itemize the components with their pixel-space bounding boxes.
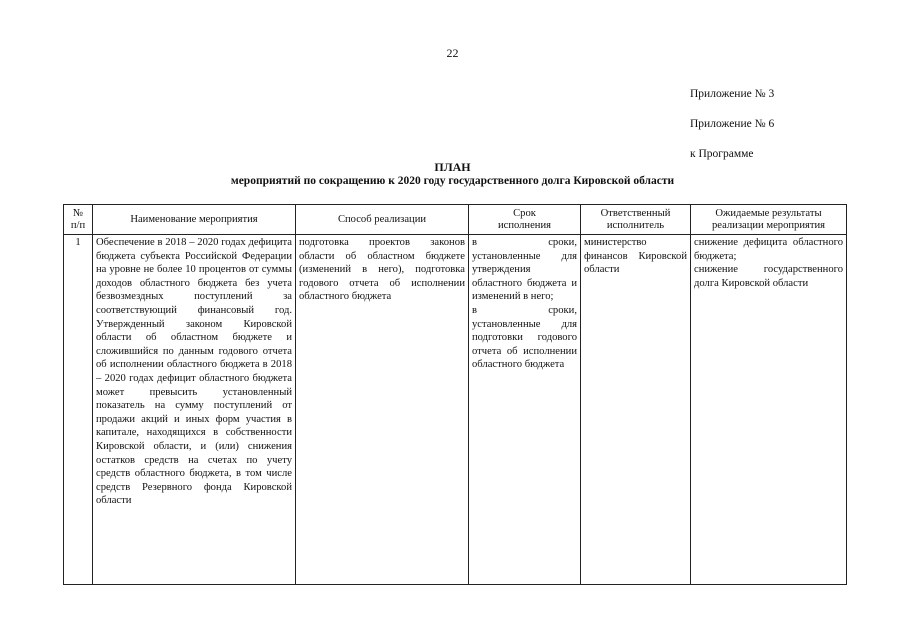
annex-to-program: к Программе [690, 148, 754, 160]
header-responsible-executor: Ответственный исполнитель [581, 205, 691, 235]
header-expected-results: Ожидаемые результаты реализации мероприятия [691, 205, 847, 235]
page-number: 22 [446, 46, 459, 60]
header-number: № п/п [64, 205, 93, 235]
cell-implementation-method: подготовка проектов законов области об областном бюджете (изменений в него), подготовка годового отчета об исполнении областного бюджета [296, 235, 469, 585]
cell-expected-results: снижение дефицита областного бюджета; снижение государственного долга Кировской области [691, 235, 847, 585]
cell-activity-name: Обеспечение в 2018 – 2020 годах дефицита бюджета субъекта Российской Федерации на уровне не более 10 процентов от суммы доходов областного бюджета без учета безвозмездных поступлений за соответствующий финансовый год. Утвержденный законом Кировской области об областном бюджете и сложившийся по данным годового отчета об исполнении областного бюджета в 2018 – 2020 годах дефицит областного бюджета может превысить установленный показатель на сумму поступлений от продажи акций и иных форм участия в капитале, находящихся в собственности Кировской области, и (или) снижения остатков средств на счетах по учету средств областного бюджета, в том числе средств Резервного фонда Кировской области [93, 235, 296, 585]
document-title: ПЛАН [434, 160, 471, 174]
cell-deadline: в сроки, установленные для утверждения областного бюджета и изменений в него; в сроки, установленные для подготовки годового отчета об исполнении областного бюджета [469, 235, 581, 585]
table-header-row [64, 205, 847, 235]
header-deadline: Срок исполнения [469, 205, 581, 235]
header-activity-name: Наименование мероприятия [93, 205, 296, 235]
annex-number-6: Приложение № 6 [690, 118, 775, 130]
table-row [64, 235, 847, 585]
plan-table [63, 204, 847, 585]
document-subtitle: мероприятий по сокращению к 2020 году государственного долга Кировской области [230, 175, 675, 187]
annex-number-3: Приложение № 3 [690, 88, 775, 100]
header-implementation-method: Способ реализации [296, 205, 469, 235]
cell-number: 1 [64, 235, 93, 585]
cell-responsible-executor: министерство финансов Кировской области [581, 235, 691, 585]
